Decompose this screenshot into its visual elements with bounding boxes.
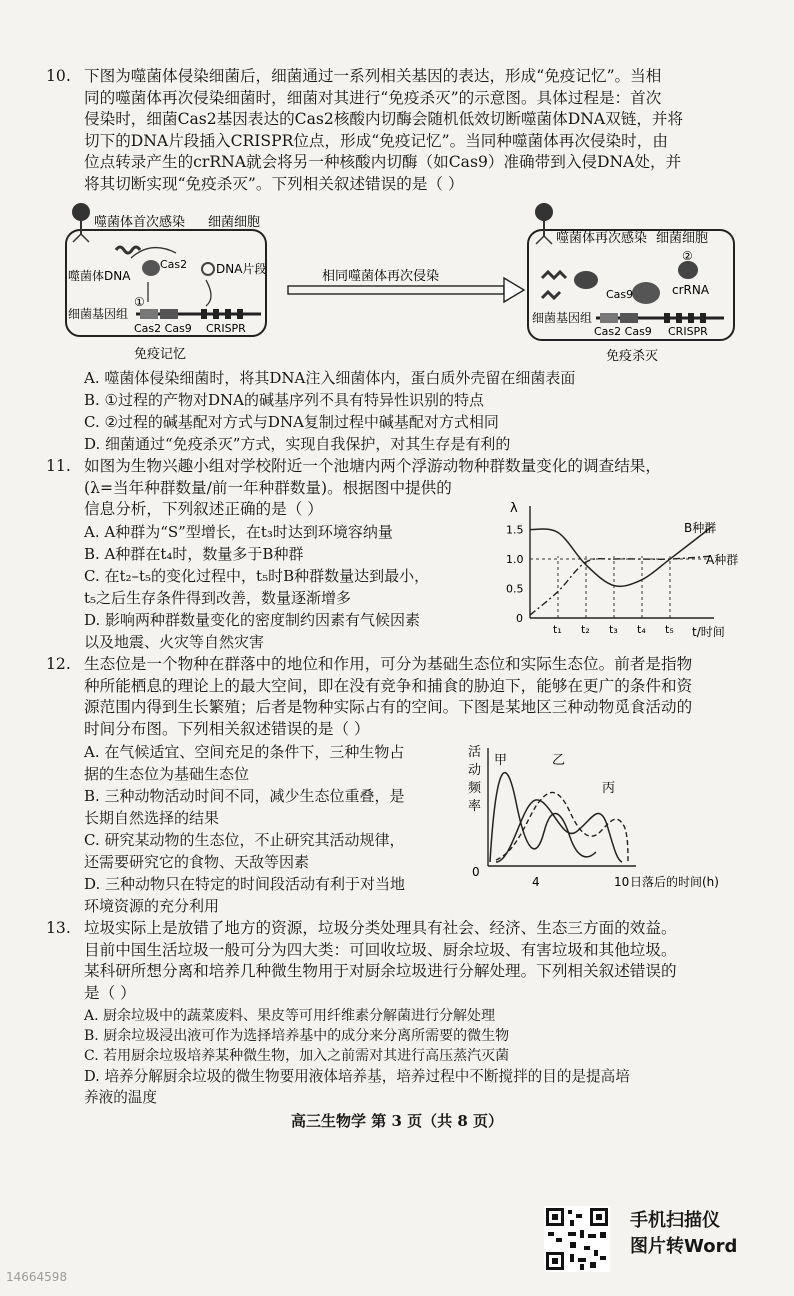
stem-line: 是（ ） <box>84 983 136 1002</box>
stem-line: (λ=当年种群数量/前一年种群数量)。根据图中提供的 <box>84 478 452 497</box>
crispr-diagram <box>56 198 746 366</box>
fig-genes-right: Cas2 Cas9 <box>594 325 652 338</box>
y-axis-label-1: 活 <box>468 745 482 760</box>
legend-bing: 丙 <box>602 781 616 796</box>
question-number: 11. <box>46 457 71 475</box>
phage-icon <box>72 203 90 242</box>
x-tick-4: 4 <box>532 875 540 889</box>
cas9-enzyme-icon <box>632 282 660 304</box>
option-c[interactable]: C. ②过程的碱基配对方式与DNA复制过程中碱基配对方式相同 <box>84 413 499 431</box>
x-tick-label: t₄ <box>637 623 646 636</box>
question-number: 10. <box>46 67 71 85</box>
fig-gene-group-right: 细菌基因组 <box>532 311 593 325</box>
fig-crispr: CRISPR <box>206 322 246 335</box>
option-c[interactable]: C. 研究某动物的生态位，不止研究其活动规律， <box>84 831 405 849</box>
y-axis-label: λ <box>510 501 518 516</box>
question-stem <box>84 918 762 1004</box>
option-d[interactable]: D. 影响两种群数量变化的密度制约因素有气候因素 <box>84 611 421 629</box>
stem-line: 生态位是一个物种在群落中的地位和作用，可分为基础生态位和实际生态位。前者是指物 <box>84 655 693 673</box>
option-a[interactable]: A. 在气候适宜、空间充足的条件下，三种生物占 <box>84 743 405 761</box>
option-d-cont: 养液的温度 <box>84 1089 157 1106</box>
option-c-cont: 还需要研究它的食物、天敌等因素 <box>84 853 310 871</box>
stem-line: 源范围内得到生长繁殖；后者是物种实际占有的空间。下图是某地区三种动物觅食活动的 <box>84 698 693 717</box>
option-d-cont: 以及地震、火灾等自然灾害 <box>84 633 265 651</box>
fig-cas9: Cas9 <box>606 288 634 301</box>
legend-b: B种群 <box>684 521 717 535</box>
crispr-repeat <box>700 313 706 323</box>
question-number: 13. <box>46 919 71 937</box>
cut-dna-shape <box>542 292 560 298</box>
option-b[interactable]: B. 厨余垃圾浸出液可作为选择培养基中的成分来分离所需要的微生物 <box>84 1028 510 1044</box>
stem-line: 某科研所想分离和培养几种微生物用于对厨余垃圾进行分解处理。下列相关叙述错误的 <box>84 962 677 981</box>
option-a[interactable]: A. A种群为“S”型增长，在t₃时达到环境容纳量 <box>84 523 393 541</box>
fig-crrna: crRNA <box>672 283 710 297</box>
y-tick-label: 1.5 <box>506 523 524 537</box>
scan-watermark <box>630 1208 737 1260</box>
phage-icon <box>535 203 553 244</box>
fig-step2: ② <box>682 249 693 263</box>
crispr-repeat <box>225 309 231 319</box>
series-jia-line <box>490 773 596 862</box>
fig-step1: ① <box>134 295 145 309</box>
y-axis-label-3: 频 <box>468 781 482 796</box>
stem-line: 如图为生物兴趣小组对学校附近一个池塘内两个浮游动物种群数量变化的调查结果， <box>84 457 661 475</box>
stem-line: 将其切断实现“免疫杀灭”。下列相关叙述错误的是（ ） <box>84 174 464 193</box>
option-a-cont: 据的生态位为基础生态位 <box>84 765 250 783</box>
crispr-repeat <box>201 309 207 319</box>
question-stem <box>84 654 762 740</box>
series-yi-line <box>496 800 622 862</box>
fig-phage-dna: 噬菌体DNA <box>68 269 131 283</box>
question-10 <box>46 66 762 196</box>
crispr-repeat <box>688 313 694 323</box>
y-tick-label: 0 <box>516 612 523 625</box>
option-a[interactable]: A. 噬菌体侵染细菌时，将其DNA注入细菌体内，蛋白质外壳留在细菌表面 <box>84 369 576 387</box>
y-axis-label-4: 率 <box>468 799 482 814</box>
stem-line: 位点转录产生的crRNA就会将另一种核酸内切酶（如Cas9）准确带到入侵DNA处，并 <box>84 153 682 172</box>
stem-line: 目前中国生活垃圾一般可分为四大类：可回收垃圾、厨余垃圾、有害垃圾和其他垃圾。 <box>84 940 677 959</box>
crispr-repeat <box>237 309 243 319</box>
page-footer: 高三生物学 第 3 页（共 8 页） <box>291 1112 503 1130</box>
y-tick-label: 0.5 <box>506 582 524 596</box>
crispr-repeat <box>213 309 219 319</box>
cut-dna-shape <box>542 272 566 278</box>
stem-line: 侵染时，细菌Cas2基因表达的Cas2核酸内切酶会随机低效切断噬菌体DNA双链，并将 <box>84 110 684 129</box>
x-tick-10: 10 <box>614 875 630 889</box>
stem-line: 切下的DNA片段插入CRISPR位点，形成“免疫记忆”。当同种噬菌体再次侵染时，由 <box>84 131 668 150</box>
option-b[interactable]: B. A种群在t₄时，数量多于B种群 <box>84 545 304 563</box>
question-stem <box>84 66 762 196</box>
question-12 <box>46 654 762 740</box>
fig-left-title: 噬菌体首次感染 <box>94 215 186 230</box>
x-axis-label: 日落后的时间(h) <box>630 875 719 889</box>
option-a[interactable]: A. 厨余垃圾中的蔬菜废料、果皮等可用纤维素分解菌进行分解处理 <box>84 1008 496 1024</box>
tick-labels <box>506 524 674 636</box>
fig-arrow-text: 相同噬菌体再次侵染 <box>322 269 440 284</box>
qr-code-icon <box>544 1206 610 1272</box>
scan-line: 手机扫描仪 <box>630 1210 720 1231</box>
fig-cas2: Cas2 <box>160 258 188 271</box>
x-tick-label: t₂ <box>581 623 590 636</box>
cas9-gene <box>160 309 178 319</box>
x-axis-label: t/时间 <box>692 625 725 639</box>
option-b[interactable]: B. 三种动物活动时间不同，减少生态位重叠，是 <box>84 787 405 805</box>
fig-gene-group: 细菌基因组 <box>68 307 129 321</box>
fig-dna-frag: DNA片段 <box>216 262 267 276</box>
option-b-cont: 长期自然选择的结果 <box>84 809 220 827</box>
option-c[interactable]: C. 在t₂–t₅的变化过程中，t₅时B种群数量达到最小， <box>84 567 430 585</box>
stem-line: 时间分布图。下列相关叙述错误的是（ ） <box>84 719 370 738</box>
fig-right-cell: 细菌细胞 <box>656 231 709 246</box>
fig-left-cell: 细菌细胞 <box>208 215 261 230</box>
fig-right-caption: 免疫杀灭 <box>606 349 659 364</box>
cas2-gene <box>600 313 618 323</box>
stem-line: 同的噬菌体再次侵染细菌时，细菌对其进行“免疫杀灭”的示意图。具体过程是：首次 <box>84 88 662 107</box>
option-c-cont: t₅之后生存条件得到改善，数量逐渐增多 <box>84 589 352 607</box>
cas9-gene <box>620 313 638 323</box>
series-b-line <box>530 527 712 587</box>
fig-left-caption: 免疫记忆 <box>134 347 187 362</box>
stem-line: 垃圾实际上是放错了地方的资源，垃圾分类处理具有社会、经济、生态三方面的效益。 <box>84 919 677 937</box>
fig-genes: Cas2 Cas9 <box>134 322 192 335</box>
cas9-crrna-complex-icon <box>574 271 598 289</box>
x-tick-0: 0 <box>472 865 480 879</box>
y-axis-label-2: 动 <box>468 763 482 778</box>
crrna-icon <box>678 261 698 279</box>
fig-crispr-right: CRISPR <box>668 325 708 338</box>
cas2-gene <box>140 309 158 319</box>
option-d[interactable]: D. 培养分解厨余垃圾的微生物要用液体培养基，培养过程中不断搅拌的目的是提高培 <box>84 1068 630 1085</box>
legend-jia: 甲 <box>494 753 508 768</box>
stem-line: 信息分析，下列叙述正确的是（ ） <box>84 500 323 519</box>
crispr-repeat <box>664 313 670 323</box>
option-d[interactable]: D. 三种动物只在特定的时间段活动有利于对当地 <box>84 875 406 893</box>
phage-dna-shape <box>116 247 140 253</box>
option-d[interactable]: D. 细菌通过“免疫杀灭”方式，实现自我保护，对其生存是有利的 <box>84 435 511 453</box>
question-number: 12. <box>46 655 71 673</box>
scan-line: 图片转Word <box>630 1236 738 1257</box>
stem-line: 下图为噬菌体侵染细菌后，细菌通过一系列相关基因的表达，形成“免疫记忆”。当相 <box>84 67 662 85</box>
fig-right-title: 噬菌体再次感染 <box>556 231 648 246</box>
x-tick-label: t₅ <box>665 623 674 636</box>
guide-lines <box>530 556 706 618</box>
activity-chart <box>466 742 746 892</box>
option-c[interactable]: C. 若用厨余垃圾培养某种微生物，加入之前需对其进行高压蒸汽灭菌 <box>84 1048 510 1064</box>
option-b[interactable]: B. ①过程的产物对DNA的碱基序列不具有特异性识别的特点 <box>84 391 484 409</box>
option-d-cont: 环境资源的充分利用 <box>84 897 220 915</box>
process-arrow <box>206 280 211 306</box>
dna-fragment-icon <box>202 263 214 275</box>
x-tick-label: t₃ <box>609 623 618 636</box>
legend-a: A种群 <box>706 553 739 567</box>
x-tick-label: t₁ <box>553 623 562 636</box>
cas2-enzyme-icon <box>142 260 160 276</box>
legend-yi: 乙 <box>552 753 566 768</box>
question-13 <box>46 918 762 1004</box>
y-tick-label: 1.0 <box>506 553 524 567</box>
crispr-repeat <box>676 313 682 323</box>
page-id: 14664598 <box>6 1270 68 1284</box>
stem-line: 种所能栖息的理论上的最大空间，即在没有竞争和捕食的胁迫下，能够在更广的条件和资 <box>84 676 693 695</box>
lambda-chart <box>494 500 764 650</box>
